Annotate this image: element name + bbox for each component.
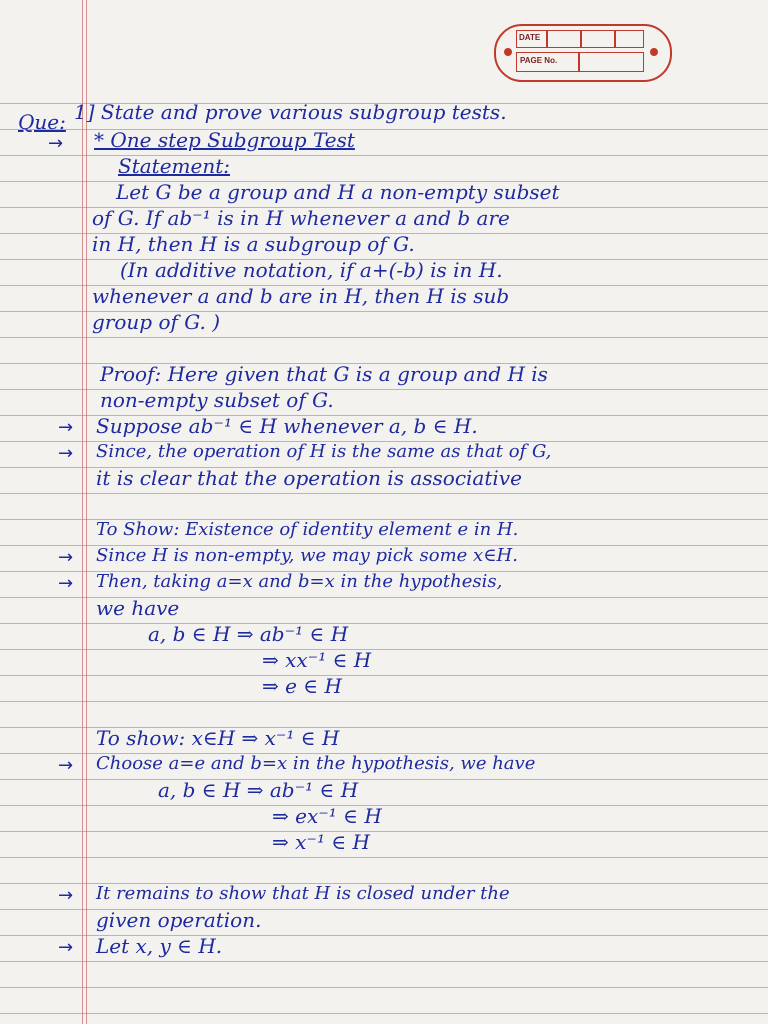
statement-line: of G. If ab⁻¹ is in H whenever a and b are xyxy=(92,206,510,230)
closure-line: given operation. xyxy=(96,908,262,932)
identity-line: Since H is non-empty, we may pick some x∈H. xyxy=(96,545,518,566)
ruled-line xyxy=(0,857,768,858)
arrow-icon: → xyxy=(58,417,74,438)
arrow-icon: → xyxy=(48,133,64,154)
statement-line: in H, then H is a subgroup of G. xyxy=(92,232,415,256)
to-show-inverse: To show: x∈H ⇒ x⁻¹ ∈ H xyxy=(96,726,340,750)
ruled-line xyxy=(0,623,768,624)
arrow-icon: → xyxy=(58,885,74,906)
arrow-icon: → xyxy=(58,573,74,594)
ruled-line xyxy=(0,831,768,832)
inverse-line: a, b ∈ H ⇒ ab⁻¹ ∈ H xyxy=(158,778,359,802)
inverse-line: Choose a=e and b=x in the hypothesis, we have xyxy=(96,753,536,774)
proof-line: Proof: Here given that G is a group and H is xyxy=(100,362,548,386)
section-title-one-step: * One step Subgroup Test xyxy=(94,128,355,152)
ruled-line xyxy=(0,493,768,494)
stamp-date-cell xyxy=(580,30,616,48)
stamp-date-label: DATE xyxy=(519,33,541,42)
stamp-date-cell xyxy=(546,30,582,48)
closure-line: It remains to show that H is closed under the xyxy=(96,883,510,904)
stamp-page-label: PAGE No. xyxy=(520,56,558,65)
ruled-line xyxy=(0,675,768,676)
statement-line: whenever a and b are in H, then H is sub xyxy=(92,284,510,308)
stamp-dot-right xyxy=(650,48,658,56)
arrow-icon: → xyxy=(58,443,74,464)
arrow-icon: → xyxy=(58,547,74,568)
margin-line xyxy=(86,0,87,1024)
question-text: 1] State and prove various subgroup tests. xyxy=(74,100,507,124)
ruled-line xyxy=(0,961,768,962)
ruled-line xyxy=(0,337,768,338)
margin-line xyxy=(82,0,83,1024)
stamp-date-cell xyxy=(614,30,644,48)
statement-line: group of G. ) xyxy=(92,310,221,334)
identity-line: ⇒ xx⁻¹ ∈ H xyxy=(262,648,372,672)
inverse-line: ⇒ x⁻¹ ∈ H xyxy=(272,830,370,854)
ruled-line xyxy=(0,1013,768,1014)
proof-line: non-empty subset of G. xyxy=(100,388,334,412)
arrow-icon: → xyxy=(58,755,74,776)
inverse-line: ⇒ ex⁻¹ ∈ H xyxy=(272,804,382,828)
identity-line: we have xyxy=(96,596,180,620)
arrow-icon: → xyxy=(58,937,74,958)
question-label: Que: xyxy=(18,110,66,134)
stamp-dot-left xyxy=(504,48,512,56)
statement-line: Let G be a group and H a non-empty subset xyxy=(116,180,560,204)
closure-line: Let x, y ∈ H. xyxy=(96,934,223,958)
statement-heading: Statement: xyxy=(118,154,230,178)
ruled-line xyxy=(0,987,768,988)
identity-line: ⇒ e ∈ H xyxy=(262,674,342,698)
ruled-line xyxy=(0,779,768,780)
ruled-line xyxy=(0,805,768,806)
ruled-line xyxy=(0,701,768,702)
date-page-stamp xyxy=(494,24,670,80)
ruled-line xyxy=(0,155,768,156)
proof-line: Suppose ab⁻¹ ∈ H whenever a, b ∈ H. xyxy=(96,414,478,438)
statement-line: (In additive notation, if a+(-b) is in H. xyxy=(120,258,503,282)
identity-line: a, b ∈ H ⇒ ab⁻¹ ∈ H xyxy=(148,622,349,646)
stamp-page-cell xyxy=(578,52,644,72)
identity-line: Then, taking a=x and b=x in the hypothesis, xyxy=(96,571,503,592)
ruled-line xyxy=(0,649,768,650)
proof-line: Since, the operation of H is the same as that of G, xyxy=(96,441,552,462)
to-show-identity: To Show: Existence of identity element e in H. xyxy=(96,519,519,540)
proof-line: it is clear that the operation is associative xyxy=(96,466,522,490)
